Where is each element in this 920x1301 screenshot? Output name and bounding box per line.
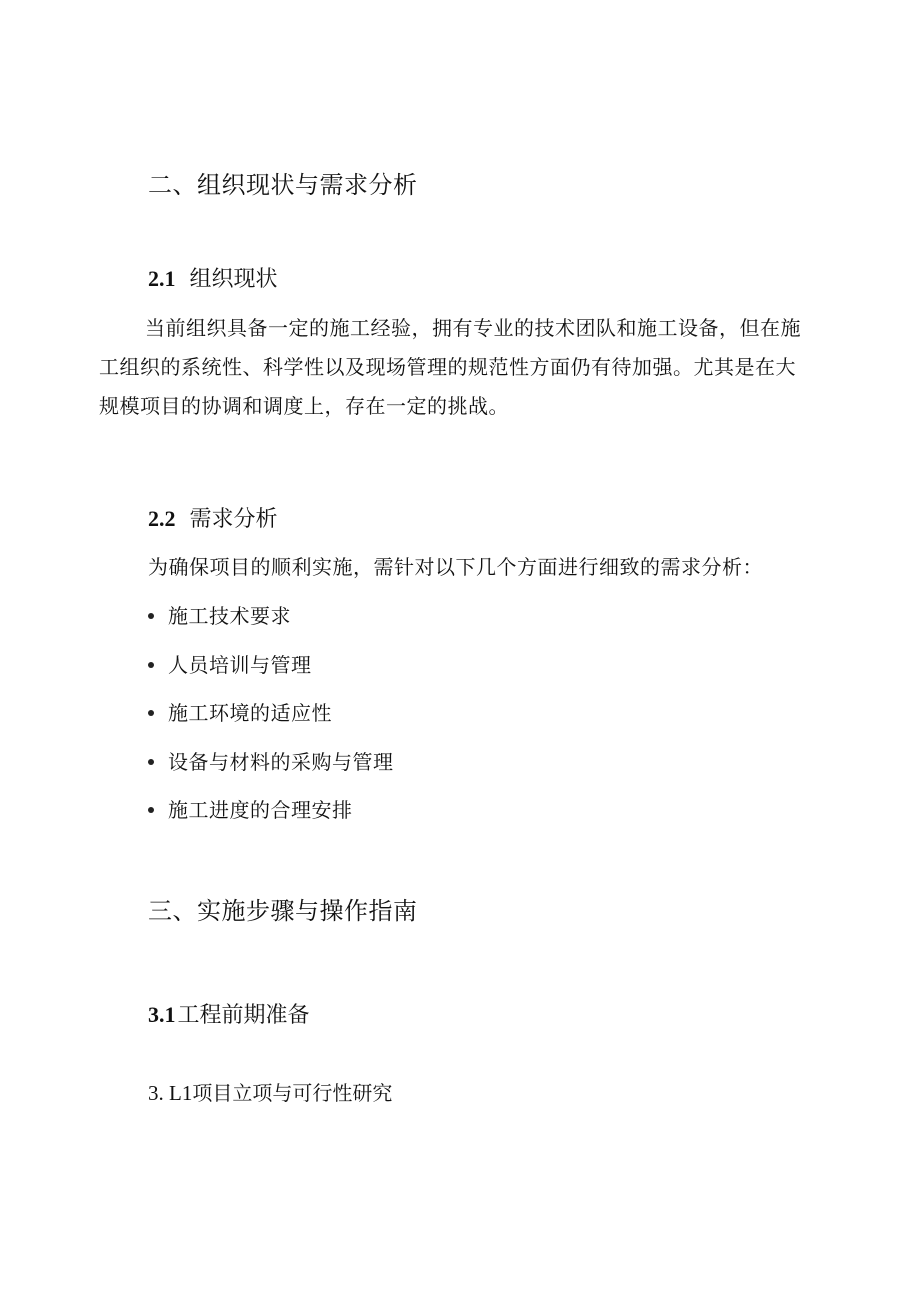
section-2-2-title: 需求分析 [189, 507, 278, 532]
requirements-list [148, 603, 394, 846]
list-item: 施工环境的适应性 [148, 700, 394, 749]
section-2-1-paragraph-text: 当前组织具备一定的施工经验，拥有专业的技术团队和施工设备，但在施工组织的系统性、科学性以及现场管理的规范性方面仍有待加强。尤其是在大规模项目的协调和调度上，存在一定的挑战。 [99, 316, 801, 418]
bullet-icon [148, 662, 154, 668]
bullet-icon [148, 613, 154, 619]
list-item: 施工技术要求 [148, 603, 394, 652]
section-2-2-intro: 为确保项目的顺利实施，需针对以下几个方面进行细致的需求分析： [148, 555, 763, 579]
bullet-icon [148, 759, 154, 765]
bullet-icon [148, 807, 154, 813]
section-2-2-heading [148, 505, 278, 534]
list-item: 施工进度的合理安排 [148, 797, 394, 846]
section-3-1-1-number: 3. L1 [148, 1081, 193, 1105]
section-2-1-title: 组织现状 [189, 267, 278, 292]
section-3-1-heading [148, 1001, 310, 1030]
section-2-2-number: 2.2 [148, 506, 176, 531]
section-2-1-paragraph [99, 309, 811, 426]
section-3-heading: 三、实施步骤与操作指南 [148, 897, 418, 925]
section-3-1-1-heading [148, 1080, 392, 1106]
section-2-1-number: 2.1 [148, 266, 176, 291]
section-3-1-1-title: 项目立项与可行性研究 [192, 1081, 393, 1105]
list-item: 设备与材料的采购与管理 [148, 749, 394, 798]
section-2-heading: 二、组织现状与需求分析 [148, 171, 418, 199]
section-3-1-number: 3.1 [148, 1002, 176, 1027]
list-item: 人员培训与管理 [148, 652, 394, 701]
bullet-icon [148, 710, 154, 716]
section-3-1-title: 工程前期准备 [177, 1003, 310, 1028]
section-2-1-heading [148, 265, 278, 294]
